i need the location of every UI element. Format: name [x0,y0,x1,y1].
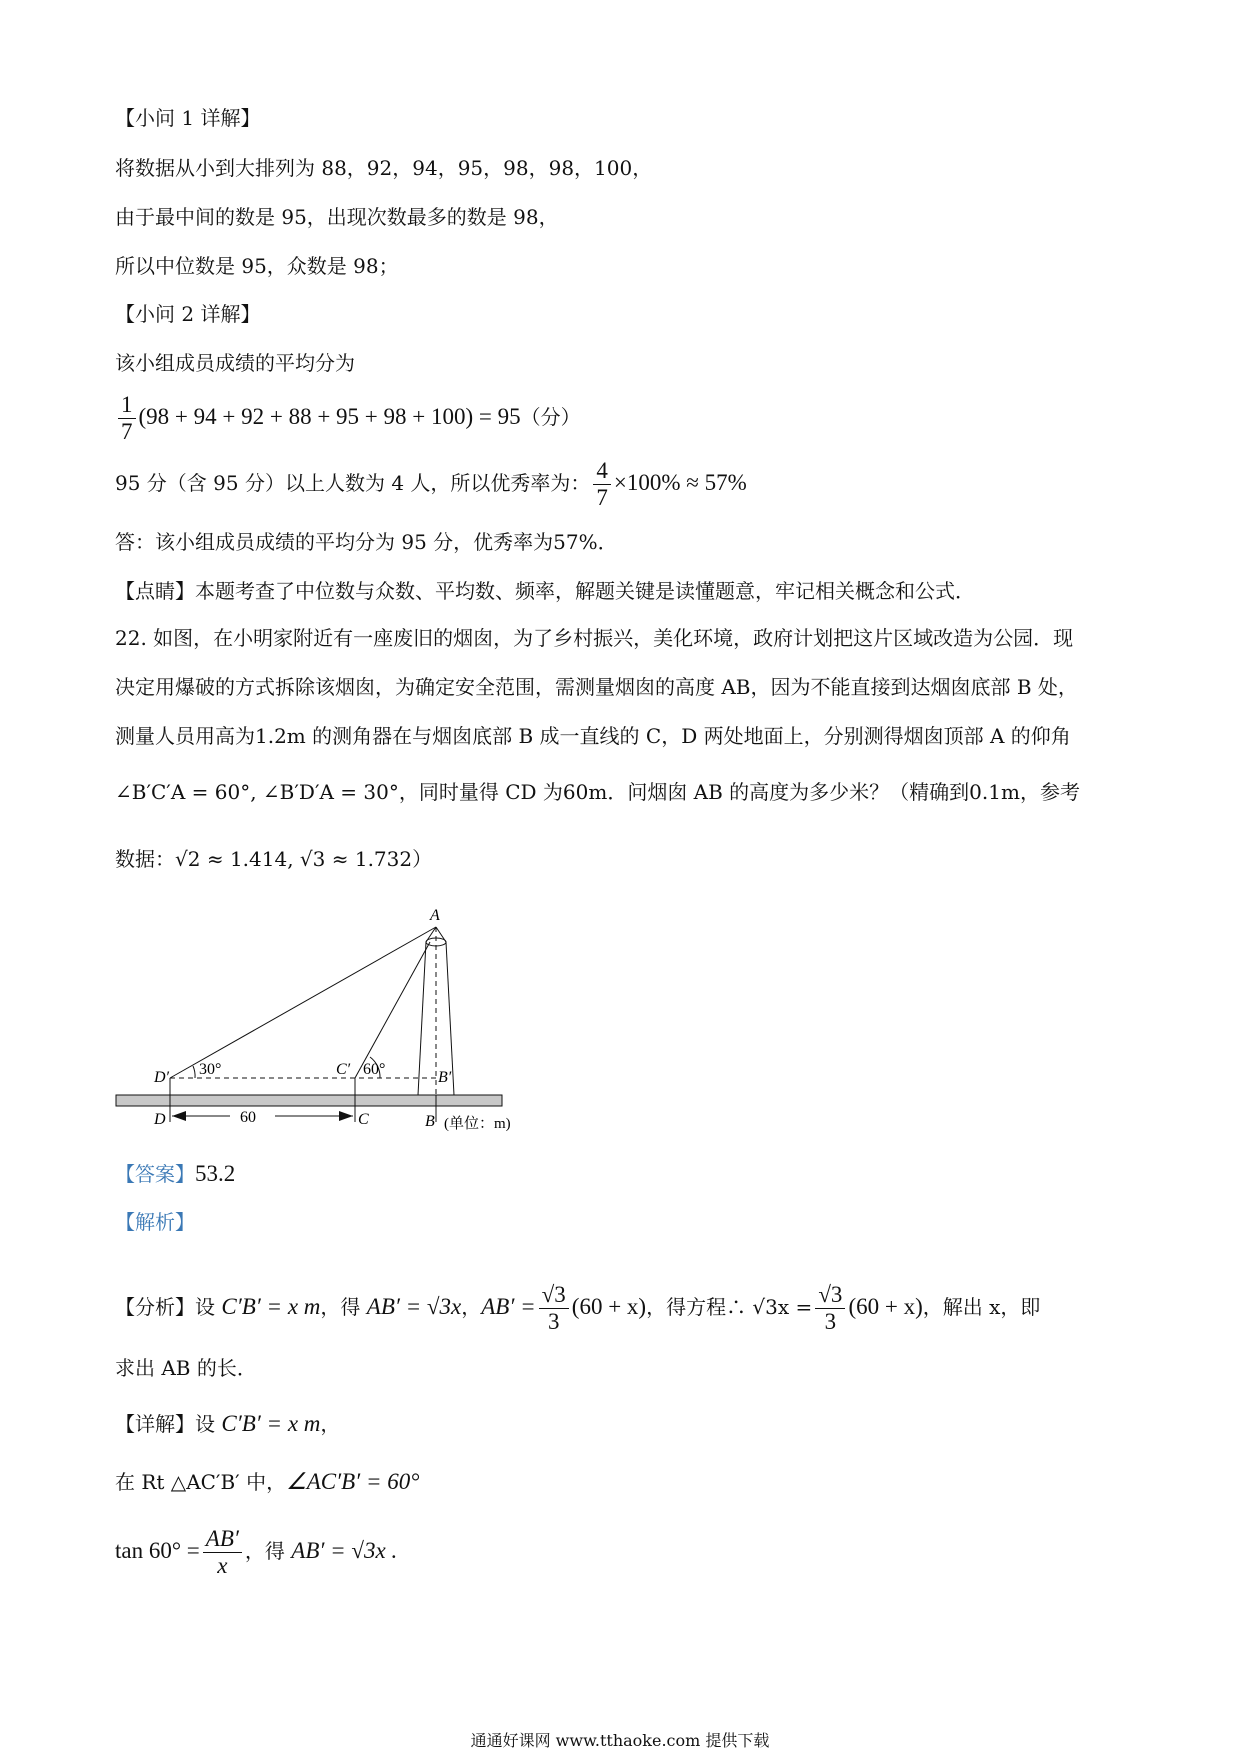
question-22-text: 22. 如图，在小明家附近有一座废旧的烟囱，为了乡村振兴，美化环境，政府计划把这片区域改造为公园．现 [115,626,1074,650]
label-c-prime: C′ [336,1061,351,1078]
detail-line: 【详解】设 C′B′ = x m， [115,1411,341,1436]
answer-line: 【答案】53.2 [115,1161,236,1186]
unit-label: (单位：m) [444,1116,511,1132]
excellence-rate-line: 95 分（含 95 分）以上人数为 4 人，所以优秀率为： $\frac{4}{7}$ ×100% ≈ 57% [115,458,747,510]
text-line: 答：该小组成员成绩的平均分为 95 分，优秀率为57%． [115,530,618,554]
detail-line: tan 60° = $\frac{AB'}{x}$ ，得 AB′ = √3x . [115,1526,398,1578]
label-b-prime: B′ [438,1069,452,1086]
analysis-heading: 【解析】 [115,1210,195,1234]
distance-label: 60 [240,1109,256,1126]
label-d-prime: D′ [154,1069,170,1086]
text-line: 由于最中间的数是 95，出现次数最多的数是 98， [115,205,559,229]
text-line: 所以中位数是 95，众数是 98； [115,254,399,278]
analysis-line: 【分析】设 C′B′ = x m，得 AB′ = √3x，AB′ = $\frac{√3}{3}$ (60 + x)，得方程∴ √3x = $\frac{√3}{3}$ (60 + x)，解出 x，即 [115,1282,1041,1334]
subquestion-1-heading: 【小问 1 详解】 [115,106,261,130]
question-22-text: ∠B′C′A = 60°, ∠B′D′A = 30°，同时量得 CD 为60m．问烟囱 AB 的高度为多少米？（精确到0.1m，参考 [115,780,1080,804]
analysis-line: 求出 AB 的长． [115,1356,257,1380]
label-a: A [430,907,440,924]
fraction: $\frac{4}{7}$ [593,458,611,511]
sight-line-c [355,942,430,1078]
ground-bar [116,1095,502,1106]
fraction: $\frac{1}{7}$ [118,392,136,445]
mean-formula: $\frac{1}{7}$ (98 + 94 + 92 + 88 + 95 + 98 + 100) = 95（分） [115,392,581,445]
answer-value: 53.2 [195,1161,236,1186]
question-22-text: 测量人员用高为1.2m 的测角器在与烟囱底部 B 成一直线的 C，D 两处地面上，分别测得烟囱顶部 A 的仰角 [115,724,1071,748]
label-c: C [358,1111,369,1128]
chimney-left [418,942,426,1095]
chimney-diagram [100,890,550,1140]
label-b: B [425,1113,435,1130]
label-d: D [154,1111,166,1128]
angle-30-label: 30° [199,1061,222,1078]
question-22-text: 决定用爆破的方式拆除该烟囱，为确定安全范围，需测量烟囱的高度 AB，因为不能直接到达烟囱底部 B 处， [115,675,1078,699]
comment-line: 【点睛】本题考查了中位数与众数、平均数、频率，解题关键是读懂题意，牢记相关概念和公式． [115,579,975,603]
text-line: 将数据从小到大排列为 88，92，94，95，98，98，100， [115,156,653,180]
detail-line: 在 Rt △AC′B′ 中，∠AC′B′ = 60° [115,1469,420,1494]
angle-60-label: 60° [363,1061,386,1078]
text-line: 该小组成员成绩的平均分为 [115,351,355,375]
question-22-text: 数据：√2 ≈ 1.414, √3 ≈ 1.732） [115,847,433,871]
page-footer: 通通好课网 www.tthaoke.com 提供下载 [470,1731,770,1750]
subquestion-2-heading: 【小问 2 详解】 [115,302,261,326]
